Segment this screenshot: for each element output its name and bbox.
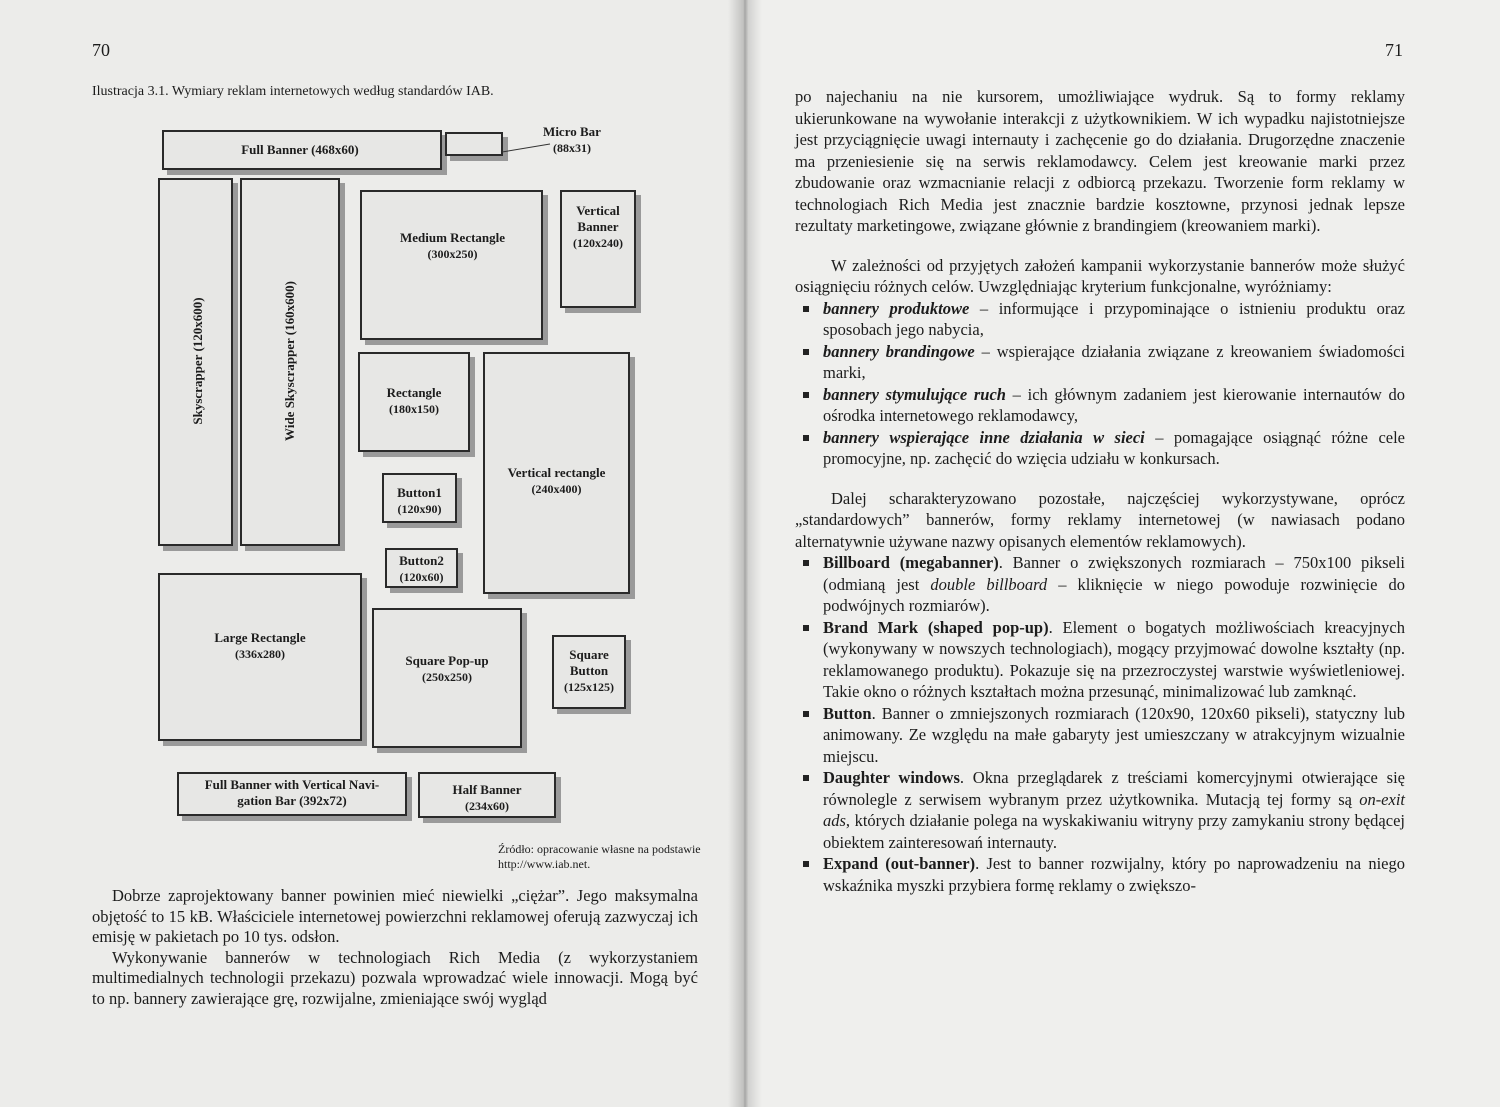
left-page	[0, 0, 745, 1107]
vertical-rectangle-label: Vertical rectangle (240x400)	[507, 465, 606, 496]
bullet-icon	[803, 435, 809, 441]
button2-label: Button2 (120x60)	[399, 553, 444, 584]
vertical-banner-label: Vertical Banner (120x240)	[573, 203, 623, 250]
bullet-icon	[803, 560, 809, 566]
bullet-icon	[803, 349, 809, 355]
right-functional-paragraph: W zależności od przyjętych założeń kampanii wykorzystanie bannerów może służyć osiągnięciu różnych celów. Uwzględniając kryterium funkcjonalne, wyróżniamy:	[795, 255, 1405, 296]
book-gutter	[728, 0, 762, 1107]
full-banner-nav-label: Full Banner with Vertical Navi- gation Bar (392x72)	[204, 777, 380, 808]
rectangle-label: Rectangle (180x150)	[386, 385, 442, 416]
figure-caption: Ilustracja 3.1. Wymiary reklam internetowych według standardów IAB.	[92, 84, 494, 99]
functional-banner-list	[795, 298, 1405, 470]
right-intro-paragraph: po najechaniu na nie kursorem, umożliwiające wydruk. Są to formy reklamy ukierunkowane na wywołanie interakcji z użytkownikiem. W ich wypadku najistotniejsze jest przyciągnięcie uwagi internauty i zachęcenie go do działania. Drugorzędne znaczenie ma przeniesienie się na serwis reklamodawcy. Celem jest kreowanie marki przez zbudowanie oraz wzmacnianie relacji z odbiorcą przekazu. Tworzenie form reklamy w technologiach Rich Media jest znacznie bardzie kosztowne, przynosi jednak lepsze rezultaty marketingowe, związane głównie z brandingiem (kreowaniem marki).	[795, 87, 1405, 235]
list-item: Daughter windows. Okna przeglądarek z treściami komercyjnymi otwierające się równolegle z serwisem wybranym przez użytkownika. Mutacją tej formy są on-exit ads, których działanie polega na wyskakiwaniu witryny przy zamykaniu strony będącej obiektem zainteresowań internauty.	[795, 767, 1405, 853]
left-paragraph-2: Wykonywanie bannerów w technologiach Rich Media (z wykorzystaniem multimedialnych technologii przekazu) pozwala wprowadzać wiele innowacji. Mogą być to np. bannery zawierające grę, rozwijalne, zmieniające swój wygląd	[92, 947, 698, 1008]
list-item: Brand Mark (shaped pop-up). Element o bogatych możliwościach kreacyjnych (wykonywany w nowszych technologiach), mogący przyjmować dowolne kształty (np. reklamowanego produktu). Pokazuje się na przezroczystej warstwie wyświetleniowej. Takie okno o różnych kształtach można przesunąć, minimalizować lub zamknąć.	[795, 617, 1405, 703]
full-banner-label: Full Banner (468x60)	[241, 142, 359, 157]
bullet-icon	[803, 775, 809, 781]
page-number-right: 71	[1385, 40, 1403, 60]
list-item: bannery wspierające inne działania w sieci – pomagające osiągnąć różne cele promocyjne, np. zachęcić do wzięcia udziału w konkursach.	[795, 427, 1405, 470]
list-item: bannery produktowe – informujące i przypominające o istnieniu produktu oraz sposobach jego nabycia,	[795, 298, 1405, 341]
right-body-text	[795, 86, 1405, 896]
micro-bar-box	[445, 132, 503, 156]
square-popup-label: Square Pop-up (250x250)	[405, 653, 489, 684]
bullet-icon	[803, 861, 809, 867]
list-item: Billboard (megabanner). Banner o zwiększonych rozmiarach – 750x100 pikseli (odmianą jest double billboard – kliknięcie w niego powoduje rozwinięcie do podwójnych rozmiarów).	[795, 552, 1405, 617]
left-body-text	[92, 886, 698, 1009]
left-paragraph-1: Dobrze zaprojektowany banner powinien mieć niewielki „ciężar”. Jego maksymalna objętość to 15 kB. Właściciele internetowej powierzchni reklamowej oferują zazwyczaj ich emisję w pakietach po 10 tys. odsłon.	[92, 886, 698, 946]
ad-forms-list	[795, 552, 1405, 896]
button1-label: Button1 (120x90)	[397, 485, 442, 516]
right-page	[745, 0, 1500, 1107]
skyscrapper-label: Skyscrapper (120x600)	[190, 297, 205, 425]
right-other-forms-paragraph: Dalej scharakteryzowano pozostałe, najczęściej wykorzystywane, oprócz „standardowych” bannerów, formy reklamy internetowej (w nawiasach podano alternatywnie używane nazwy opisanych elementów reklamowych).	[795, 488, 1405, 551]
list-item: bannery brandingowe – wspierające działania związane z kreowaniem świadomości marki,	[795, 341, 1405, 384]
medium-rectangle-label: Medium Rectangle (300x250)	[399, 230, 506, 261]
list-item: bannery stymulujące ruch – ich głównym zadaniem jest kierowanie internautów do ośrodka internetowego reklamodawcy,	[795, 384, 1405, 427]
bullet-icon	[803, 625, 809, 631]
half-banner-label: Half Banner (234x60)	[452, 782, 522, 813]
square-button-label: Square Button (125x125)	[564, 647, 614, 694]
figure-source: Źródło: opracowanie własne na podstawie http://www.iab.net.	[498, 842, 701, 871]
wide-skyscrapper-label: Wide Skyscrapper (160x600)	[282, 281, 297, 441]
list-item: Button. Banner o zmniejszonych rozmiarach (120x90, 120x60 pikseli), statyczny lub animowany. Ze względu na małe gabaryty jest umieszczany w atrakcyjnym wizualnie miejscu.	[795, 703, 1405, 768]
bullet-icon	[803, 711, 809, 717]
bullet-icon	[803, 306, 809, 312]
large-rectangle-label: Large Rectangle (336x280)	[214, 630, 306, 661]
page-number-left: 70	[92, 40, 110, 60]
micro-bar-label: Micro Bar (88x31)	[543, 124, 601, 155]
medium-rectangle-box	[360, 190, 543, 340]
list-item: Expand (out-banner). Jest to banner rozwijalny, który po naprowadzeniu na niego wskaźnika myszki przybiera formę reklamy o zwiększo-	[795, 853, 1405, 896]
bullet-icon	[803, 392, 809, 398]
